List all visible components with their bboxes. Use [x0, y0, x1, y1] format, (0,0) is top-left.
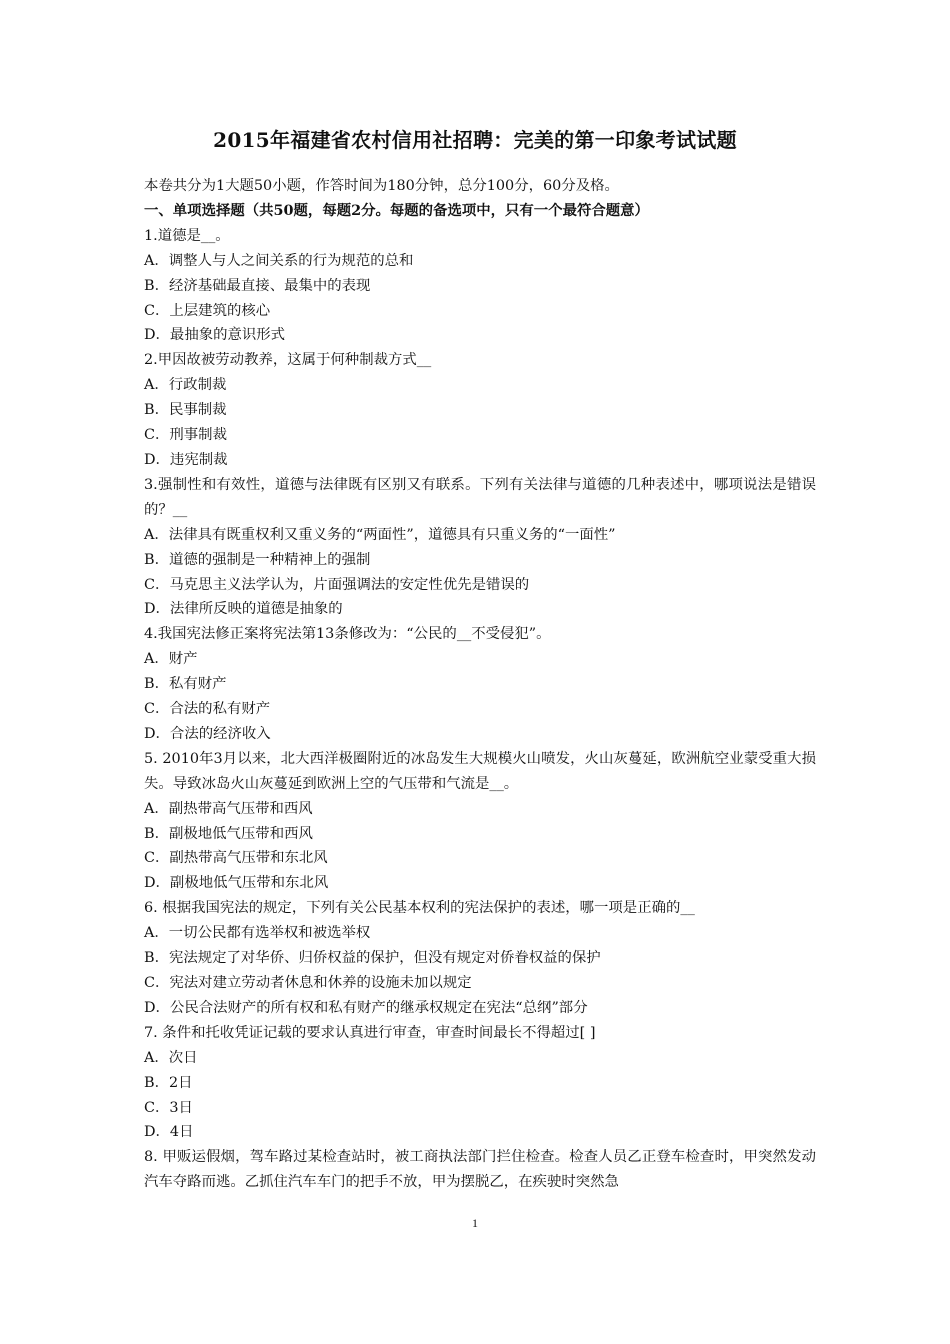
option-5d: D．副极地低气压带和东北风 [144, 875, 329, 892]
option-5a: A．副热带高气压带和西风 [144, 800, 313, 817]
document-body [144, 174, 816, 1195]
option-7c: C．3日 [144, 1099, 193, 1116]
option-7b: B．2日 [144, 1074, 193, 1091]
option-4a: A．财产 [144, 651, 198, 668]
option-6c: C．宪法对建立劳动者休息和休养的设施未加以规定 [144, 975, 472, 991]
option-5b: B．副极地低气压带和西风 [144, 825, 313, 842]
option-3d: D．法律所反映的道德是抽象的 [144, 601, 343, 618]
option-1a: A．调整人与人之间关系的行为规范的总和 [144, 252, 414, 269]
question-2: 2.甲因故被劳动教养，这属于何种制裁方式__ [144, 352, 432, 369]
question-7: 7. 条件和托收凭证记载的要求认真进行审查，审查时间最长不得超过[ ] [144, 1024, 596, 1041]
option-3a: A．法律具有既重权利又重义务的“两面性”，道德具有只重义务的“一面性” [144, 526, 616, 543]
option-1d: D．最抽象的意识形式 [144, 327, 286, 344]
option-2c: C．刑事制裁 [144, 427, 227, 444]
option-2b: B．民事制裁 [144, 402, 227, 419]
option-2d: D．违宪制裁 [144, 451, 228, 468]
option-6d: D．公民合法财产的所有权和私有财产的继承权规定在宪法“总纲”部分 [144, 999, 588, 1016]
option-2a: A．行政制裁 [144, 377, 227, 394]
question-3: 3.强制性和有效性，道德与法律既有区别又有联系。下列有关法律与道德的几种表述中，哪项说法是错误的？__ [144, 476, 816, 518]
option-3c: C．马克思主义法学认为，片面强调法的安定性优先是错误的 [144, 576, 530, 593]
option-3b: B．道德的强制是一种精神上的强制 [144, 551, 371, 568]
option-1c: C．上层建筑的核心 [144, 302, 271, 319]
exam-intro: 本卷共分为1大题50小题，作答时间为180分钟，总分100分，60分及格。 [144, 178, 619, 194]
option-1b: B．经济基础最直接、最集中的表现 [144, 277, 371, 294]
option-5c: C．副热带高气压带和东北风 [144, 850, 328, 867]
option-7a: A．次日 [144, 1049, 198, 1066]
document-title: 2015年福建省农村信用社招聘：完美的第一印象考试试题 [213, 128, 737, 152]
question-1: 1.道德是__。 [144, 227, 230, 244]
option-4b: B．私有财产 [144, 676, 227, 693]
question-8-partial: 8. 甲贩运假烟，驾车路过某检查站时，被工商执法部门拦住检查。检查人员乙正登车检查时，甲突然发动汽车夺路而逃。乙抓住汽车车门的把手不放，甲为摆脱乙，在疾驶时突然急 [144, 1149, 816, 1191]
section-heading: 一、单项选择题（共50题，每题2分。每题的备选项中，只有一个最符合题意） [144, 201, 649, 219]
option-4c: C．合法的私有财产 [144, 701, 271, 718]
question-5: 5. 2010年3月以来，北大西洋极圈附近的冰岛发生大规模火山喷发，火山灰蔓延，欧洲航空业蒙受重大损失。导致冰岛火山灰蔓延到欧洲上空的气压带和气流是__。 [144, 750, 816, 792]
option-4d: D．合法的经济收入 [144, 725, 271, 742]
page-number: 1 [472, 1216, 478, 1230]
option-6a: A．一切公民都有选举权和被选举权 [144, 925, 371, 942]
question-4: 4.我国宪法修正案将宪法第13条修改为：“公民的__不受侵犯”。 [144, 626, 551, 643]
option-6b: B．宪法规定了对华侨、归侨权益的保护，但没有规定对侨眷权益的保护 [144, 950, 601, 967]
question-6: 6. 根据我国宪法的规定，下列有关公民基本权利的宪法保护的表述，哪一项是正确的__ [144, 900, 695, 917]
option-7d: D．4日 [144, 1124, 194, 1141]
